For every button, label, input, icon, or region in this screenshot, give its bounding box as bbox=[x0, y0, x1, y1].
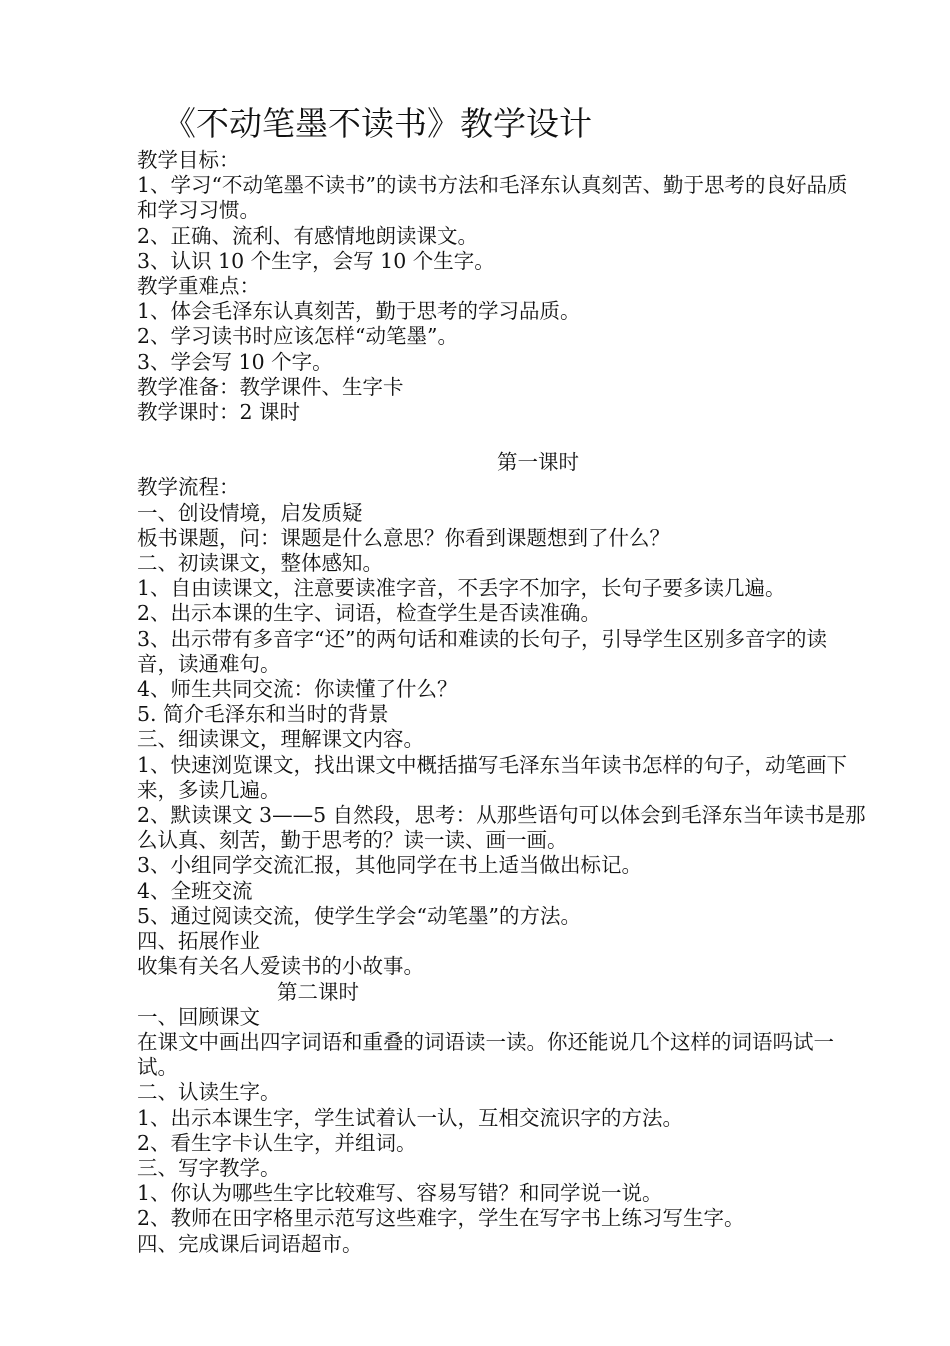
lesson2-line: 一、回顾课文 bbox=[137, 1004, 260, 1029]
lesson2-line: 2、看生字卡认生字，并组词。 bbox=[137, 1130, 417, 1155]
lesson1-line: 1、自由读课文，注意要读准字音，不丢字不加字，长句子要多读几遍。 bbox=[137, 576, 786, 601]
lesson1-line: 4、全班交流 bbox=[137, 878, 253, 903]
lesson2-line: 四、完成课后词语超市。 bbox=[137, 1231, 363, 1256]
lesson2-line: 在课文中画出四字词语和重叠的词语读一读。你还能说几个这样的词语吗试一试。 bbox=[137, 1029, 834, 1080]
goal-item: 3、认识 10 个生字，会写 10 个生字。 bbox=[137, 248, 495, 273]
section-gap bbox=[137, 425, 867, 450]
lesson1-line: 3、小组同学交流汇报，其他同学在书上适当做出标记。 bbox=[137, 853, 643, 878]
key-point-item: 2、学习读书时应该怎样“动笔墨”。 bbox=[137, 324, 459, 349]
lesson1-line: 1、快速浏览课文，找出课文中概括描写毛泽东当年读书怎样的句子，动笔画下来，多读几遍。 bbox=[137, 752, 848, 802]
lesson1-line: 4、师生共同交流：你读懂了什么？ bbox=[137, 677, 458, 702]
periods-line: 教学课时：2 课时 bbox=[137, 400, 301, 425]
key-point-item: 1、体会毛泽东认真刻苦，勤于思考的学习品质。 bbox=[137, 299, 581, 324]
lesson1-line: 二、初读课文，整体感知。 bbox=[137, 551, 383, 576]
lesson1-line: 5. 简介毛泽东和当时的背景 bbox=[137, 702, 389, 727]
document-page bbox=[137, 100, 867, 1257]
lesson2-line: 1、出示本课生字，学生试着认一认，互相交流识字的方法。 bbox=[137, 1105, 684, 1130]
lesson1-heading: 第一课时 bbox=[497, 450, 579, 475]
lesson1-line: 2、默读课文 3——5 自然段，思考：从那些语句可以体会到毛泽东当年读书是那么认真、刻苦，勤于思考的？读一读、画一画。 bbox=[137, 803, 866, 853]
goals-heading: 教学目标： bbox=[137, 148, 240, 172]
lesson1-line: 教学流程： bbox=[137, 475, 240, 500]
lesson1-line: 板书课题，问：课题是什么意思？你看到课题想到了什么？ bbox=[137, 525, 670, 550]
lesson1-line: 2、出示本课的生字、词语，检查学生是否读准确。 bbox=[137, 601, 602, 626]
lesson1-line: 四、拓展作业 bbox=[137, 929, 260, 954]
preparation-line: 教学准备：教学课件、生字卡 bbox=[137, 374, 404, 399]
lesson1-line: 三、细读课文，理解课文内容。 bbox=[137, 727, 424, 752]
lesson1-line: 收集有关名人爱读书的小故事。 bbox=[137, 954, 424, 979]
key-points-heading: 教学重难点： bbox=[137, 274, 260, 299]
lesson2-line: 2、教师在田字格里示范写这些难字，学生在写字书上练习写生字。 bbox=[137, 1206, 745, 1231]
key-point-item: 3、学会写 10 个字。 bbox=[137, 349, 333, 374]
lesson1-line: 5、通过阅读交流，使学生学会“动笔墨”的方法。 bbox=[137, 903, 582, 928]
lesson2-line: 二、认读生字。 bbox=[137, 1080, 281, 1105]
document-title: 《不动笔墨不读书》教学设计 bbox=[163, 104, 592, 143]
lesson1-line: 一、创设情境，启发质疑 bbox=[137, 500, 363, 525]
lesson2-line: 1、你认为哪些生字比较难写、容易写错？和同学说一说。 bbox=[137, 1181, 663, 1206]
lesson2-line: 三、写字教学。 bbox=[137, 1155, 281, 1180]
lesson1-line: 3、出示带有多音字“还”的两句话和难读的长句子，引导学生区别多音字的读音，读通难句。 bbox=[137, 626, 828, 676]
lesson2-heading: 第二课时 bbox=[277, 979, 359, 1004]
goal-item: 2、正确、流利、有感情地朗读课文。 bbox=[137, 223, 479, 248]
goal-item: 1、学习“不动笔墨不读书”的读书方法和毛泽东认真刻苦、勤于思考的良好品质和学习习惯。 bbox=[137, 173, 848, 223]
